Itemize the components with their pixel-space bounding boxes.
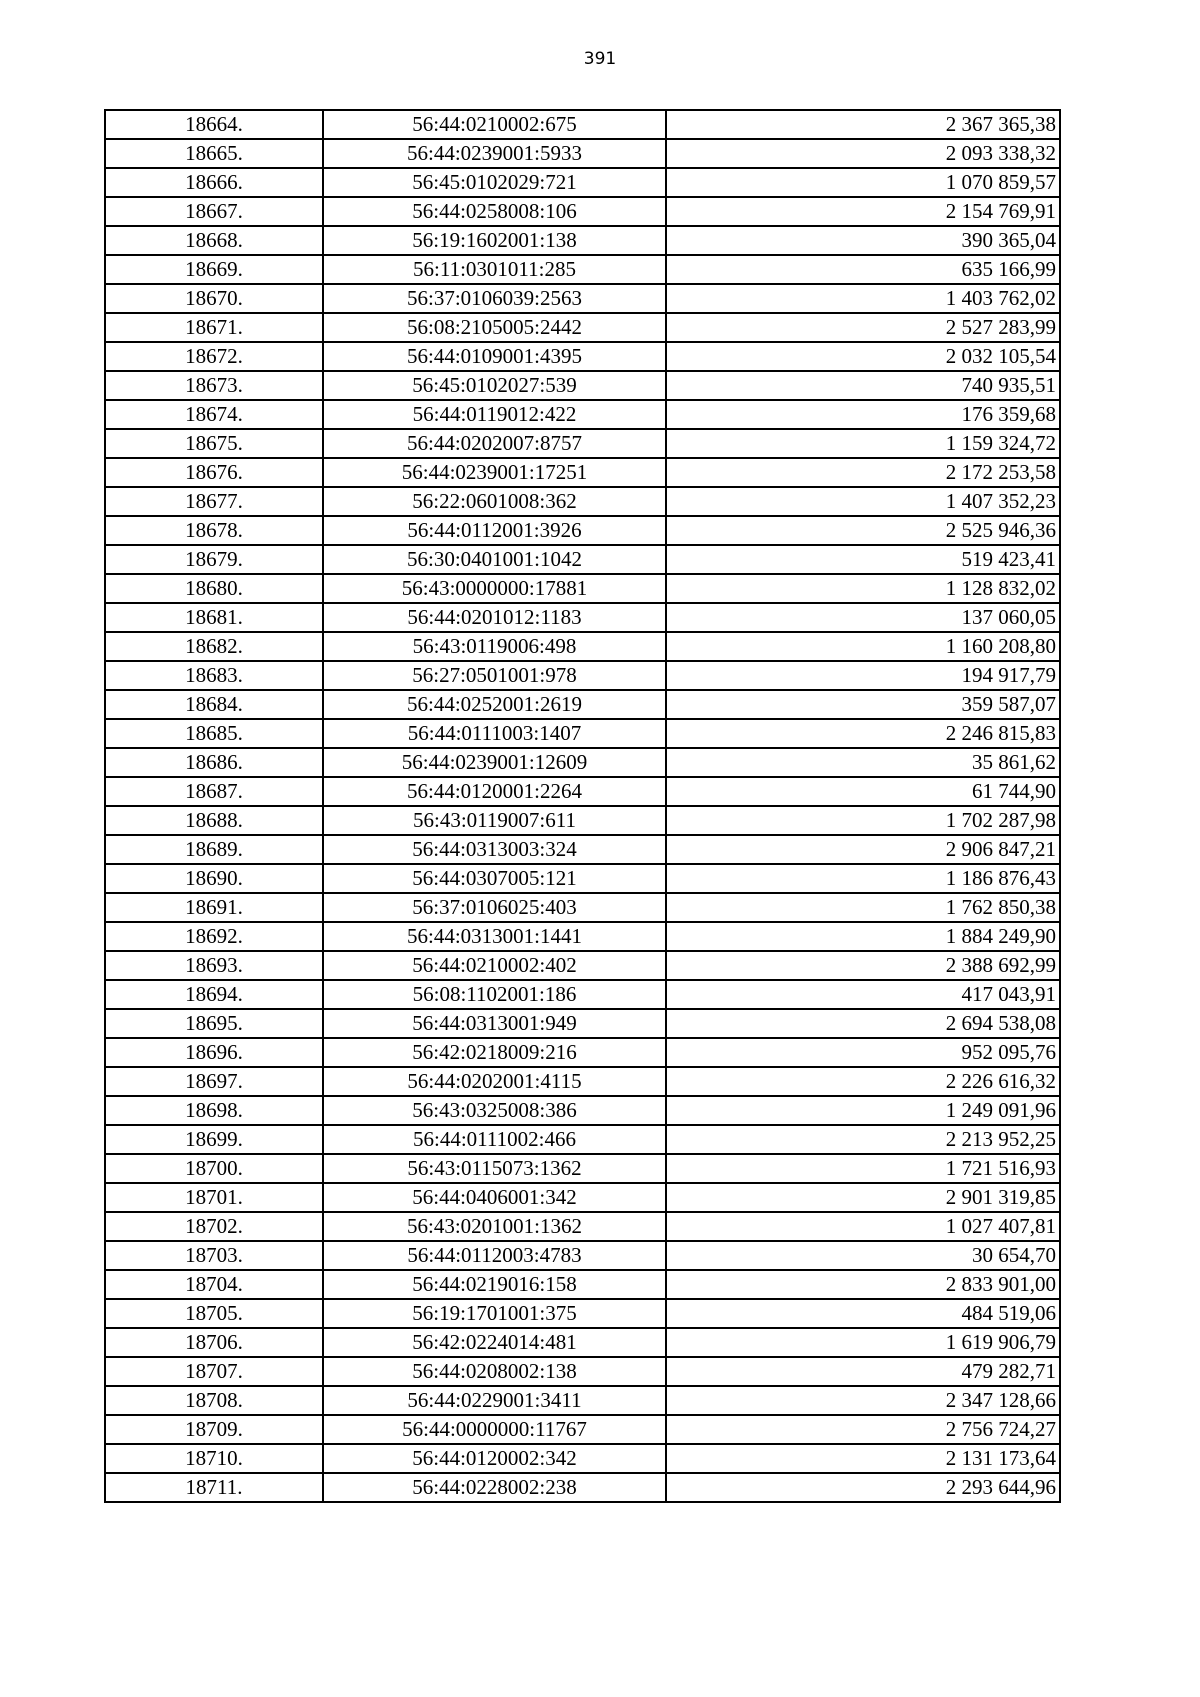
- cadastral-number-cell: 56:42:0218009:216: [323, 1038, 666, 1067]
- cadastral-number-cell: 56:45:0102027:539: [323, 371, 666, 400]
- cadastral-value-cell: 194 917,79: [666, 661, 1060, 690]
- cadastral-number-cell: 56:22:0601008:362: [323, 487, 666, 516]
- cadastral-value-cell: 1 721 516,93: [666, 1154, 1060, 1183]
- cadastral-value-cell: 2 694 538,08: [666, 1009, 1060, 1038]
- table-row: [105, 835, 1060, 864]
- table-row: [105, 661, 1060, 690]
- cadastral-value-cell: 1 762 850,38: [666, 893, 1060, 922]
- row-number-cell: 18687.: [105, 777, 323, 806]
- table-row: [105, 197, 1060, 226]
- table-row: [105, 1067, 1060, 1096]
- cadastral-number-cell: 56:44:0252001:2619: [323, 690, 666, 719]
- row-number-cell: 18677.: [105, 487, 323, 516]
- row-number-cell: 18672.: [105, 342, 323, 371]
- cadastral-number-cell: 56:44:0219016:158: [323, 1270, 666, 1299]
- cadastral-value-cell: 740 935,51: [666, 371, 1060, 400]
- cadastral-value-cell: 479 282,71: [666, 1357, 1060, 1386]
- table-row: [105, 342, 1060, 371]
- row-number-cell: 18711.: [105, 1473, 323, 1502]
- cadastral-value-cell: 2 032 105,54: [666, 342, 1060, 371]
- cadastral-number-cell: 56:44:0313001:1441: [323, 922, 666, 951]
- row-number-cell: 18671.: [105, 313, 323, 342]
- cadastral-value-cell: 359 587,07: [666, 690, 1060, 719]
- cadastral-value-cell: 30 654,70: [666, 1241, 1060, 1270]
- row-number-cell: 18670.: [105, 284, 323, 313]
- cadastral-value-cell: 61 744,90: [666, 777, 1060, 806]
- cadastral-value-cell: 2 527 283,99: [666, 313, 1060, 342]
- cadastral-number-cell: 56:43:0119007:611: [323, 806, 666, 835]
- table-row: [105, 545, 1060, 574]
- cadastral-value-cell: 519 423,41: [666, 545, 1060, 574]
- cadastral-value-cell: 952 095,76: [666, 1038, 1060, 1067]
- cadastral-value-cell: 137 060,05: [666, 603, 1060, 632]
- cadastral-value-cell: 35 861,62: [666, 748, 1060, 777]
- table-row: [105, 400, 1060, 429]
- row-number-cell: 18679.: [105, 545, 323, 574]
- cadastral-value-cell: 1 128 832,02: [666, 574, 1060, 603]
- table-row: [105, 1328, 1060, 1357]
- cadastral-number-cell: 56:44:0112001:3926: [323, 516, 666, 545]
- cadastral-number-cell: 56:08:1102001:186: [323, 980, 666, 1009]
- table-row: [105, 1357, 1060, 1386]
- table-row: [105, 1125, 1060, 1154]
- cadastral-value-cell: 1 407 352,23: [666, 487, 1060, 516]
- cadastral-value-cell: 2 246 815,83: [666, 719, 1060, 748]
- cadastral-number-cell: 56:44:0111002:466: [323, 1125, 666, 1154]
- cadastral-number-cell: 56:44:0202007:8757: [323, 429, 666, 458]
- row-number-cell: 18706.: [105, 1328, 323, 1357]
- row-number-cell: 18703.: [105, 1241, 323, 1270]
- table-row: [105, 574, 1060, 603]
- cadastral-value-cell: 1 619 906,79: [666, 1328, 1060, 1357]
- table-row: [105, 922, 1060, 951]
- cadastral-number-cell: 56:19:1701001:375: [323, 1299, 666, 1328]
- table-row: [105, 1299, 1060, 1328]
- cadastral-number-cell: 56:44:0258008:106: [323, 197, 666, 226]
- cadastral-value-cell: 2 154 769,91: [666, 197, 1060, 226]
- row-number-cell: 18695.: [105, 1009, 323, 1038]
- table-row: [105, 1183, 1060, 1212]
- cadastral-value-cell: 2 756 724,27: [666, 1415, 1060, 1444]
- cadastral-number-cell: 56:37:0106025:403: [323, 893, 666, 922]
- row-number-cell: 18683.: [105, 661, 323, 690]
- cadastral-value-cell: 417 043,91: [666, 980, 1060, 1009]
- cadastral-number-cell: 56:43:0115073:1362: [323, 1154, 666, 1183]
- table-row: [105, 1096, 1060, 1125]
- cadastral-value-cell: 1 027 407,81: [666, 1212, 1060, 1241]
- cadastral-number-cell: 56:44:0119012:422: [323, 400, 666, 429]
- cadastral-number-cell: 56:44:0307005:121: [323, 864, 666, 893]
- row-number-cell: 18676.: [105, 458, 323, 487]
- cadastral-number-cell: 56:44:0406001:342: [323, 1183, 666, 1212]
- cadastral-number-cell: 56:37:0106039:2563: [323, 284, 666, 313]
- table-row: [105, 516, 1060, 545]
- cadastral-number-cell: 56:44:0111003:1407: [323, 719, 666, 748]
- table-row: [105, 980, 1060, 1009]
- table-row: [105, 1473, 1060, 1502]
- row-number-cell: 18705.: [105, 1299, 323, 1328]
- table-row: [105, 690, 1060, 719]
- cadastral-number-cell: 56:44:0210002:402: [323, 951, 666, 980]
- row-number-cell: 18686.: [105, 748, 323, 777]
- page-number: 391: [583, 49, 617, 69]
- cadastral-number-cell: 56:44:0229001:3411: [323, 1386, 666, 1415]
- cadastral-value-cell: 1 249 091,96: [666, 1096, 1060, 1125]
- cadastral-number-cell: 56:44:0120001:2264: [323, 777, 666, 806]
- row-number-cell: 18702.: [105, 1212, 323, 1241]
- table-row: [105, 371, 1060, 400]
- cadastral-value-cell: 1 884 249,90: [666, 922, 1060, 951]
- row-number-cell: 18692.: [105, 922, 323, 951]
- cadastral-number-cell: 56:08:2105005:2442: [323, 313, 666, 342]
- cadastral-value-cell: 1 160 208,80: [666, 632, 1060, 661]
- cadastral-number-cell: 56:44:0208002:138: [323, 1357, 666, 1386]
- table-row: [105, 1212, 1060, 1241]
- row-number-cell: 18700.: [105, 1154, 323, 1183]
- table-body: [105, 110, 1060, 1502]
- table-row: [105, 1038, 1060, 1067]
- table-row: [105, 487, 1060, 516]
- cadastral-number-cell: 56:11:0301011:285: [323, 255, 666, 284]
- table-row: [105, 632, 1060, 661]
- table-row: [105, 777, 1060, 806]
- table-row: [105, 1386, 1060, 1415]
- row-number-cell: 18668.: [105, 226, 323, 255]
- row-number-cell: 18664.: [105, 110, 323, 139]
- row-number-cell: 18680.: [105, 574, 323, 603]
- cadastral-value-cell: 2 093 338,32: [666, 139, 1060, 168]
- cadastral-number-cell: 56:27:0501001:978: [323, 661, 666, 690]
- cadastral-number-cell: 56:45:0102029:721: [323, 168, 666, 197]
- cadastral-number-cell: 56:44:0210002:675: [323, 110, 666, 139]
- table-row: [105, 226, 1060, 255]
- cadastral-number-cell: 56:44:0239001:17251: [323, 458, 666, 487]
- cadastral-number-cell: 56:43:0119006:498: [323, 632, 666, 661]
- cadastral-value-cell: 1 186 876,43: [666, 864, 1060, 893]
- row-number-cell: 18688.: [105, 806, 323, 835]
- row-number-cell: 18666.: [105, 168, 323, 197]
- row-number-cell: 18707.: [105, 1357, 323, 1386]
- row-number-cell: 18697.: [105, 1067, 323, 1096]
- table-row: [105, 1444, 1060, 1473]
- cadastral-value-table: [104, 109, 1061, 1503]
- table-row: [105, 139, 1060, 168]
- row-number-cell: 18690.: [105, 864, 323, 893]
- cadastral-value-cell: 2 388 692,99: [666, 951, 1060, 980]
- table-row: [105, 168, 1060, 197]
- cadastral-number-cell: 56:43:0000000:17881: [323, 574, 666, 603]
- row-number-cell: 18685.: [105, 719, 323, 748]
- table-row: [105, 603, 1060, 632]
- cadastral-value-cell: 1 159 324,72: [666, 429, 1060, 458]
- row-number-cell: 18689.: [105, 835, 323, 864]
- row-number-cell: 18667.: [105, 197, 323, 226]
- row-number-cell: 18675.: [105, 429, 323, 458]
- cadastral-number-cell: 56:44:0239001:12609: [323, 748, 666, 777]
- cadastral-value-cell: 390 365,04: [666, 226, 1060, 255]
- cadastral-value-cell: 2 172 253,58: [666, 458, 1060, 487]
- row-number-cell: 18708.: [105, 1386, 323, 1415]
- table-row: [105, 458, 1060, 487]
- cadastral-number-cell: 56:44:0000000:11767: [323, 1415, 666, 1444]
- table-row: [105, 1154, 1060, 1183]
- row-number-cell: 18681.: [105, 603, 323, 632]
- row-number-cell: 18665.: [105, 139, 323, 168]
- cadastral-value-cell: 2 367 365,38: [666, 110, 1060, 139]
- table-row: [105, 429, 1060, 458]
- row-number-cell: 18691.: [105, 893, 323, 922]
- cadastral-value-cell: 2 906 847,21: [666, 835, 1060, 864]
- table-row: [105, 1415, 1060, 1444]
- cadastral-value-cell: 1 403 762,02: [666, 284, 1060, 313]
- row-number-cell: 18704.: [105, 1270, 323, 1299]
- row-number-cell: 18694.: [105, 980, 323, 1009]
- table-row: [105, 748, 1060, 777]
- cadastral-value-cell: 2 347 128,66: [666, 1386, 1060, 1415]
- cadastral-value-cell: 2 226 616,32: [666, 1067, 1060, 1096]
- table-row: [105, 255, 1060, 284]
- cadastral-value-cell: 1 070 859,57: [666, 168, 1060, 197]
- cadastral-value-cell: 2 833 901,00: [666, 1270, 1060, 1299]
- row-number-cell: 18674.: [105, 400, 323, 429]
- row-number-cell: 18669.: [105, 255, 323, 284]
- row-number-cell: 18682.: [105, 632, 323, 661]
- row-number-cell: 18696.: [105, 1038, 323, 1067]
- row-number-cell: 18693.: [105, 951, 323, 980]
- table-row: [105, 110, 1060, 139]
- table-row: [105, 719, 1060, 748]
- cadastral-value-cell: 2 213 952,25: [666, 1125, 1060, 1154]
- row-number-cell: 18678.: [105, 516, 323, 545]
- cadastral-number-cell: 56:44:0109001:4395: [323, 342, 666, 371]
- row-number-cell: 18701.: [105, 1183, 323, 1212]
- cadastral-number-cell: 56:43:0201001:1362: [323, 1212, 666, 1241]
- cadastral-number-cell: 56:42:0224014:481: [323, 1328, 666, 1357]
- cadastral-value-cell: 635 166,99: [666, 255, 1060, 284]
- cadastral-number-cell: 56:30:0401001:1042: [323, 545, 666, 574]
- cadastral-number-cell: 56:44:0112003:4783: [323, 1241, 666, 1270]
- table-row: [105, 864, 1060, 893]
- cadastral-number-cell: 56:44:0239001:5933: [323, 139, 666, 168]
- row-number-cell: 18699.: [105, 1125, 323, 1154]
- cadastral-number-cell: 56:44:0313001:949: [323, 1009, 666, 1038]
- cadastral-value-cell: 484 519,06: [666, 1299, 1060, 1328]
- cadastral-number-cell: 56:19:1602001:138: [323, 226, 666, 255]
- table-row: [105, 284, 1060, 313]
- row-number-cell: 18698.: [105, 1096, 323, 1125]
- cadastral-number-cell: 56:44:0228002:238: [323, 1473, 666, 1502]
- cadastral-value-cell: 2 293 644,96: [666, 1473, 1060, 1502]
- table-row: [105, 1270, 1060, 1299]
- row-number-cell: 18710.: [105, 1444, 323, 1473]
- row-number-cell: 18673.: [105, 371, 323, 400]
- table-row: [105, 806, 1060, 835]
- cadastral-value-cell: 2 525 946,36: [666, 516, 1060, 545]
- cadastral-value-cell: 1 702 287,98: [666, 806, 1060, 835]
- cadastral-number-cell: 56:44:0201012:1183: [323, 603, 666, 632]
- cadastral-number-cell: 56:44:0202001:4115: [323, 1067, 666, 1096]
- table-row: [105, 313, 1060, 342]
- cadastral-value-cell: 176 359,68: [666, 400, 1060, 429]
- table-row: [105, 893, 1060, 922]
- cadastral-value-cell: 2 131 173,64: [666, 1444, 1060, 1473]
- cadastral-value-cell: 2 901 319,85: [666, 1183, 1060, 1212]
- cadastral-number-cell: 56:43:0325008:386: [323, 1096, 666, 1125]
- table-row: [105, 1009, 1060, 1038]
- row-number-cell: 18684.: [105, 690, 323, 719]
- cadastral-number-cell: 56:44:0313003:324: [323, 835, 666, 864]
- table-row: [105, 951, 1060, 980]
- table-row: [105, 1241, 1060, 1270]
- cadastral-number-cell: 56:44:0120002:342: [323, 1444, 666, 1473]
- row-number-cell: 18709.: [105, 1415, 323, 1444]
